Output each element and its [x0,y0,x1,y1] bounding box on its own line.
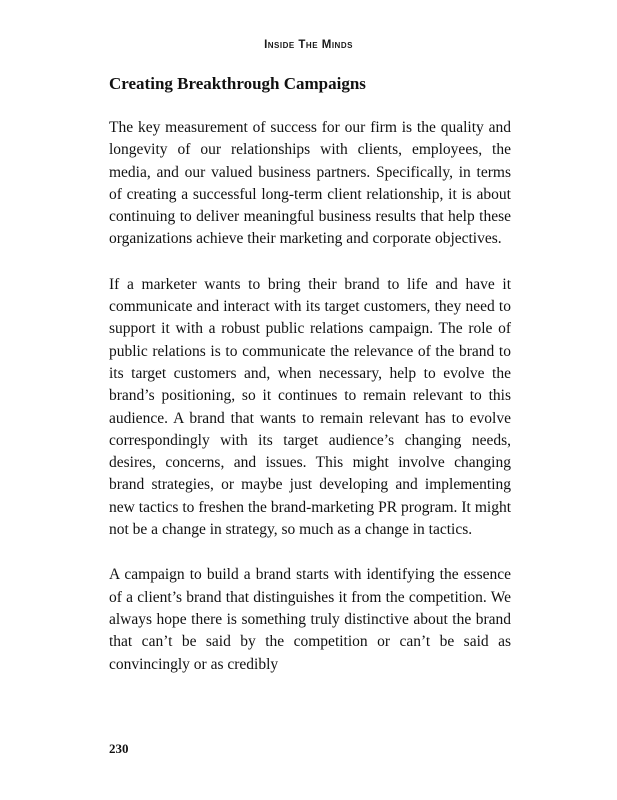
running-header: Inside The Minds [264,39,353,51]
paragraph: A campaign to build a brand starts with identifying the essence of a client’s brand that distinguishes it from the competition. We always hope there is something truly distinctive about the brand that can’t be said by the competition or can’t be said as convincingly or as credibly [109,566,511,673]
paragraph: If a marketer wants to bring their brand to life and have it communicate and interact with its target customers, they need to support it with a robust public relations campaign. The role of public relations is to communicate the relevance of the brand to its target customers and, when necessary, help to evolve the brand’s positioning, so it continues to remain relevant to this audience. A brand that wants to remain relevant has to evolve correspondingly with its target audience’s changing needs, desires, concerns, and issues. This might involve changing brand strategies, or maybe just developing and implementing new tactics to freshen the brand-marketing PR program. It might not be a change in strategy, so much as a change in tactics. [109,275,511,539]
page-number: 230 [109,741,129,756]
section-title: Creating Breakthrough Campaigns [109,74,366,93]
body-text [109,117,511,699]
paragraph: The key measurement of success for our firm is the quality and longevity of our relationships with clients, employees, the media, and our valued business partners. Specifically, in terms of creating a successful long-term client relationship, it is about continuing to deliver meaningful business results that help these organizations achieve their marketing and corporate objectives. [109,119,511,248]
